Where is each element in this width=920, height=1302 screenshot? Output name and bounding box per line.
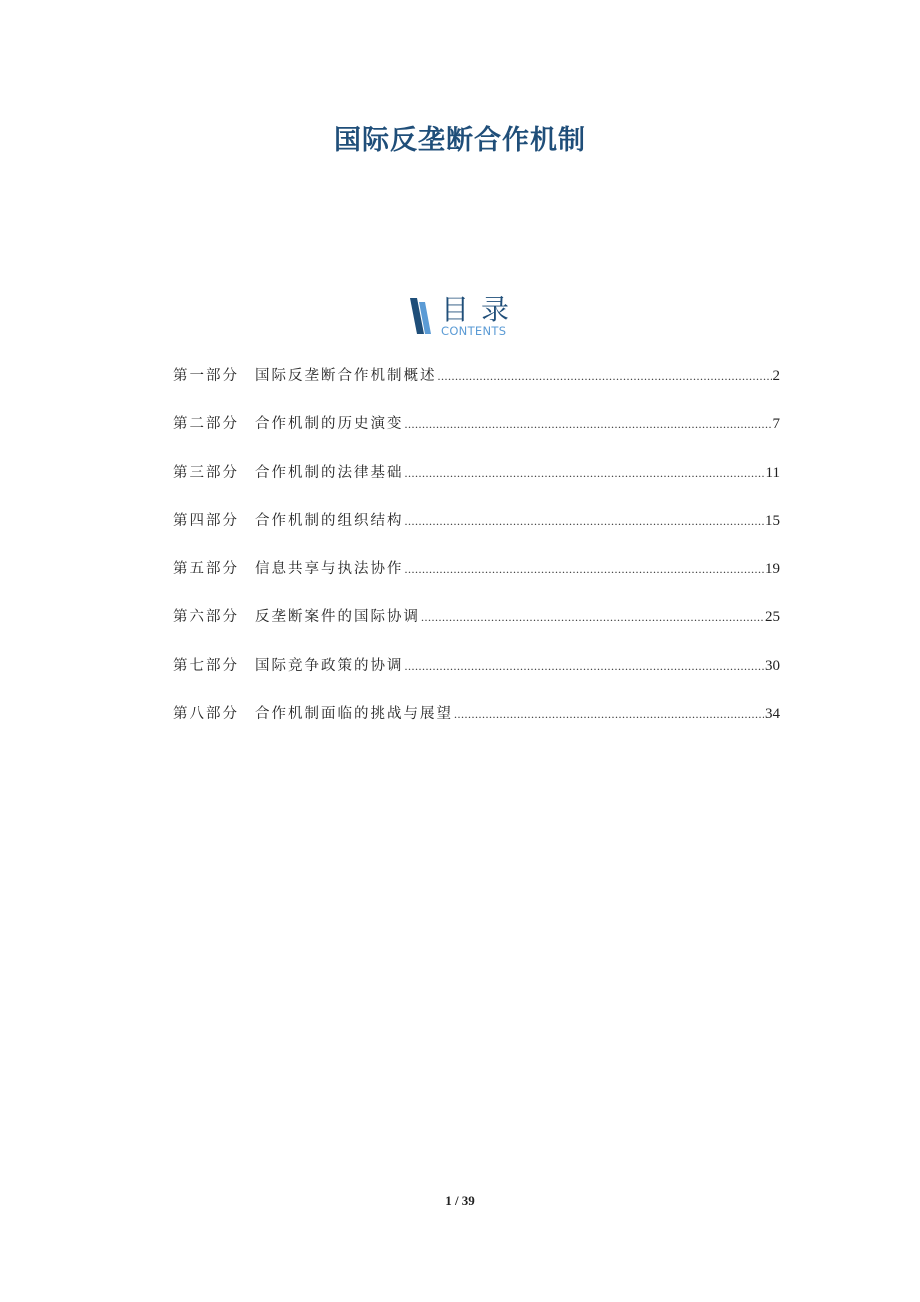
toc-entry-title: 反垄断案件的国际协调 — [255, 609, 420, 626]
toc-subheading: CONTENTS — [441, 324, 507, 338]
toc-entry[interactable] — [173, 509, 780, 557]
toc-entry-title: 合作机制的历史演变 — [255, 416, 404, 433]
toc-part-label: 第四部分 — [173, 512, 239, 529]
toc-entry-title: 国际反垄断合作机制概述 — [255, 368, 437, 384]
toc-page-number: 25 — [765, 609, 780, 626]
toc-part-label: 第二部分 — [173, 416, 239, 433]
toc-page-number: 15 — [765, 512, 780, 529]
toc-entry[interactable] — [173, 412, 780, 460]
toc-entry[interactable] — [173, 364, 780, 412]
toc-part-label: 第一部分 — [173, 368, 239, 384]
toc-page-number: 2 — [772, 368, 780, 384]
toc-leader-dots — [405, 514, 765, 529]
toc-part-label: 第三部分 — [173, 464, 239, 481]
toc-entry[interactable] — [173, 702, 780, 750]
toc-page-number: 30 — [765, 657, 780, 674]
toc-entry[interactable] — [173, 654, 780, 702]
toc-entry-title: 合作机制面临的挑战与展望 — [255, 706, 453, 723]
toc-entry-title: 合作机制的组织结构 — [255, 512, 404, 529]
toc-part-label: 第六部分 — [173, 609, 239, 626]
toc-leader-dots — [405, 659, 765, 674]
table-of-contents — [173, 364, 780, 750]
toc-header — [408, 292, 528, 340]
toc-entry[interactable] — [173, 605, 780, 653]
toc-page-number: 11 — [765, 464, 780, 481]
toc-entry[interactable] — [173, 557, 780, 605]
toc-leader-dots — [405, 466, 765, 481]
toc-page-number: 19 — [765, 561, 780, 578]
toc-leader-dots — [454, 707, 764, 722]
toc-leader-dots — [405, 562, 765, 577]
document-title: 国际反垄断合作机制 — [334, 125, 586, 156]
toc-heading: 目录 — [441, 293, 522, 326]
toc-part-label: 第七部分 — [173, 657, 239, 674]
page-indicator: 1 / 39 — [445, 1193, 475, 1208]
toc-leader-dots — [421, 610, 764, 625]
toc-entry-title: 国际竞争政策的协调 — [255, 657, 404, 674]
toc-part-label: 第八部分 — [173, 706, 239, 723]
slanted-bars-logo-icon — [408, 296, 434, 336]
toc-leader-dots — [405, 417, 772, 432]
toc-entry-title: 信息共享与执法协作 — [255, 561, 404, 578]
toc-page-number: 7 — [772, 416, 780, 433]
toc-leader-dots — [438, 369, 772, 384]
toc-entry[interactable] — [173, 461, 780, 509]
toc-part-label: 第五部分 — [173, 561, 239, 578]
toc-page-number: 34 — [765, 706, 780, 723]
toc-entry-title: 合作机制的法律基础 — [255, 464, 404, 481]
